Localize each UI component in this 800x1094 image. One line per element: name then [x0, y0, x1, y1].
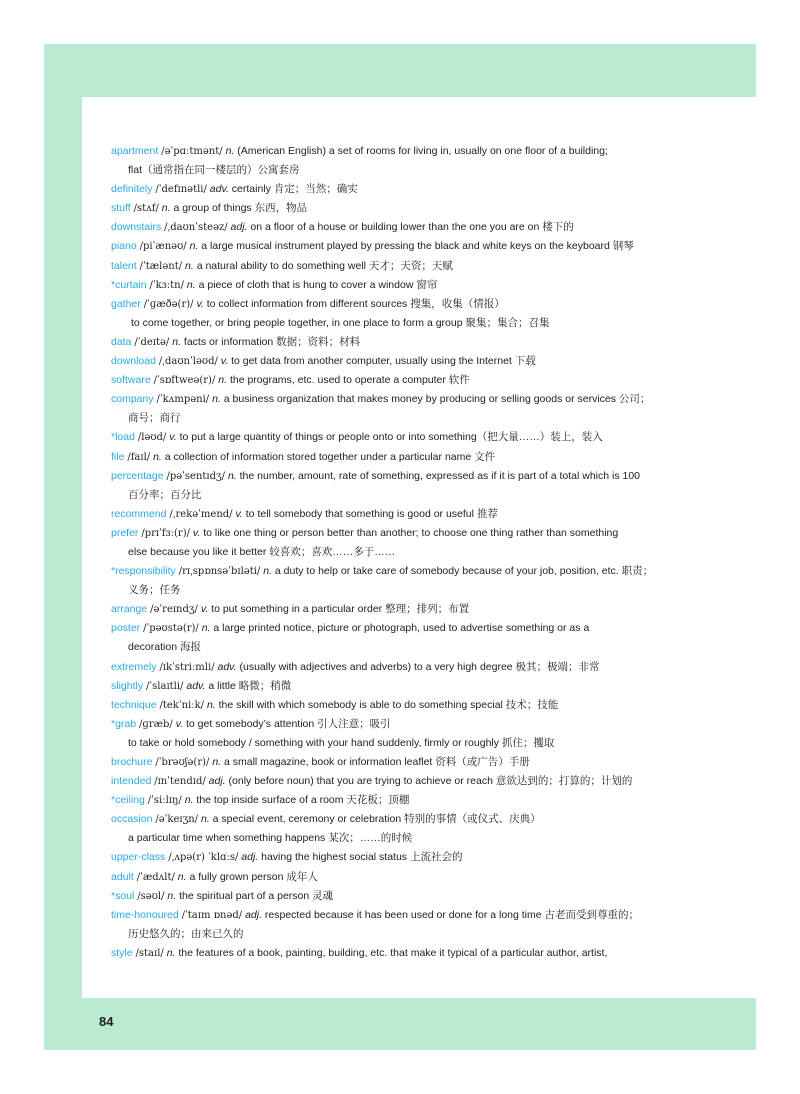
part-of-speech: n. — [189, 240, 199, 253]
headword: piano — [111, 240, 137, 253]
part-of-speech: n. — [166, 946, 176, 959]
vocab-entry — [111, 944, 711, 963]
headword: stuff — [111, 202, 131, 215]
phonetic: /ˌdaʊnˈləʊd/ — [158, 356, 218, 368]
vocab-entry — [111, 448, 711, 467]
definition-continuation: flat（通常指在同一楼层的）公寓套房 — [128, 164, 300, 177]
vocab-entry — [111, 658, 711, 677]
part-of-speech: v. — [200, 603, 209, 616]
phonetic: /ˈsiːlɪŋ/ — [147, 795, 182, 807]
part-of-speech: n. — [177, 870, 187, 883]
part-of-speech: adj. — [241, 851, 259, 864]
part-of-speech: n. — [225, 145, 235, 157]
vocab-entry — [111, 906, 711, 925]
headword: recommend — [111, 507, 167, 520]
headword: *grab — [111, 717, 137, 730]
definition: to put a large quantity of things or people onto or into something（把大量……）装上，装入 — [179, 431, 603, 444]
phonetic: /ˈbrəʊʃə(r)/ — [155, 757, 210, 768]
part-of-speech: n. — [218, 374, 228, 387]
headword: company — [111, 393, 154, 406]
vocab-entry — [111, 753, 711, 772]
headword: *soul — [111, 889, 135, 902]
phonetic: /ˈdeɪtə/ — [134, 336, 170, 348]
vocab-entry — [111, 199, 711, 218]
vocab-entry — [111, 237, 711, 256]
definition: the number, amount, rate of something, expressed as if it is part of a total which is 100 — [239, 469, 641, 482]
definition: (usually with adjectives and adverbs) to a very high degree 极其；极端；非常 — [239, 660, 600, 673]
definition: a duty to help or take care of somebody because of your job, position, etc. 职责； — [274, 565, 654, 578]
phonetic: /ˈkɜːtn/ — [149, 279, 184, 291]
phonetic: /prɪˈfɜː(r)/ — [141, 527, 190, 539]
headword: software — [111, 374, 151, 387]
definition: to put something in a particular order 整理；排列；布置 — [211, 603, 470, 616]
headword: *curtain — [111, 278, 147, 291]
headword: *ceiling — [111, 794, 145, 807]
part-of-speech: v. — [196, 297, 204, 310]
vocab-entry — [111, 524, 711, 543]
vocab-entry — [111, 791, 711, 810]
phonetic: /rɪˌspɒnsəˈbɪləti/ — [178, 566, 261, 578]
definition: having the highest social status 上流社会的 — [261, 851, 463, 864]
definition: a special event, ceremony or celebration 特别的事情（或仪式、庆典） — [212, 813, 541, 826]
headword: file — [111, 450, 125, 463]
definition-continuation: a particular time when something happens 某次；……的时候 — [128, 832, 413, 845]
headword: slightly — [111, 679, 144, 692]
definition: a little 略微；稍微 — [208, 679, 292, 692]
definition: to like one thing or person better than another; to choose one thing rather than something — [203, 526, 619, 539]
phonetic: /tekˈniːk/ — [159, 699, 205, 711]
part-of-speech: n. — [206, 698, 216, 711]
vocab-entry — [111, 505, 711, 524]
definition: the skill with which somebody is able to do something special 技术；技能 — [218, 698, 559, 711]
headword: talent — [111, 259, 137, 272]
phonetic: /ˈslaɪtli/ — [146, 680, 184, 692]
phonetic: /stʌf/ — [133, 203, 159, 215]
headword: arrange — [111, 603, 148, 616]
definition: a large musical instrument played by pressing the black and white keys on the keyboard 钢琴 — [201, 240, 634, 253]
definition: the programs, etc. used to operate a computer 软件 — [229, 374, 470, 387]
part-of-speech: adj. — [245, 908, 262, 921]
headword: time-honoured — [111, 908, 179, 921]
phonetic: /ˈtaɪm ɒnəd/ — [181, 909, 243, 921]
phonetic: /pəˈsentɪdʒ/ — [166, 470, 226, 482]
phonetic: /ɪkˈstriːmli/ — [159, 661, 215, 673]
definition-continuation: 商号；商行 — [128, 412, 181, 425]
vocabulary-list — [111, 142, 711, 963]
part-of-speech: n. — [185, 259, 194, 272]
headword: downstairs — [111, 221, 162, 234]
definition-continuation: decoration 海报 — [128, 641, 201, 654]
definition: a piece of cloth that is hung to cover a window 窗帘 — [198, 278, 438, 291]
definition-continuation: 历史悠久的；由来已久的 — [128, 927, 244, 940]
definition: the spiritual part of a person 灵魂 — [179, 889, 334, 902]
definition-continuation: to take or hold somebody / something with your hand suddenly, firmly or roughly 抓住；攫取 — [128, 736, 555, 749]
part-of-speech: adv. — [209, 183, 229, 196]
phonetic: /ˌdaʊnˈsteəz/ — [164, 222, 228, 234]
vocab-entry — [111, 677, 711, 696]
part-of-speech: n. — [167, 889, 177, 902]
part-of-speech: n. — [153, 450, 162, 463]
phonetic: /ˈædʌlt/ — [136, 871, 175, 883]
vocab-entry — [111, 562, 711, 581]
part-of-speech: n. — [227, 469, 237, 482]
part-of-speech: n. — [186, 278, 196, 291]
part-of-speech: adv. — [186, 679, 206, 692]
part-of-speech: v. — [192, 526, 201, 539]
phonetic: /ˈkʌmpəni/ — [156, 394, 210, 406]
vocab-entry — [111, 600, 711, 619]
phonetic: /faɪl/ — [127, 451, 151, 463]
phonetic: /ˈsɒftweə(r)/ — [153, 375, 216, 387]
phonetic: /əˈreɪndʒ/ — [150, 604, 198, 616]
headword: gather — [111, 297, 141, 310]
part-of-speech: adj. — [208, 775, 226, 788]
definition: a large printed notice, picture or photograph, used to advertise something or as a — [213, 622, 590, 635]
phonetic: /əˈkeɪʒn/ — [155, 814, 199, 826]
phonetic: /ˈɡæðə(r)/ — [143, 298, 194, 310]
definition: to get data from another computer, usually using the Internet 下载 — [231, 355, 536, 368]
definition: to get somebody’s attention 引人注意；吸引 — [186, 717, 391, 730]
part-of-speech: n. — [161, 202, 171, 215]
part-of-speech: n. — [201, 622, 211, 635]
phonetic: /ləʊd/ — [137, 432, 167, 444]
part-of-speech: n. — [200, 813, 210, 826]
headword: definitely — [111, 183, 153, 196]
headword: intended — [111, 775, 152, 788]
part-of-speech: n. — [212, 756, 222, 768]
part-of-speech: n. — [184, 794, 194, 807]
vocab-entry — [111, 868, 711, 887]
vocab-entry — [111, 218, 711, 237]
definition: to tell somebody that something is good or useful 推荐 — [245, 507, 498, 520]
phonetic: /ɪnˈtendɪd/ — [154, 776, 206, 788]
definition: a natural ability to do something well 天才；天资；天赋 — [196, 259, 453, 272]
vocab-entry — [111, 619, 711, 638]
phonetic: /səʊl/ — [137, 890, 165, 902]
headword: upper-class — [111, 851, 166, 864]
headword: prefer — [111, 526, 139, 539]
definition: a fully grown person 成年人 — [189, 870, 318, 883]
vocab-entry — [111, 715, 711, 734]
vocab-entry — [111, 887, 711, 906]
phonetic: /ˌrekəˈmend/ — [169, 508, 233, 520]
page-number: 84 — [99, 1014, 114, 1029]
vocab-entry — [111, 390, 711, 409]
vocab-entry — [111, 180, 711, 199]
headword: data — [111, 335, 132, 348]
definition: respected because it has been used or done for a long time 古老而受到尊重的； — [264, 908, 640, 921]
part-of-speech: adv. — [217, 660, 237, 673]
part-of-speech: n. — [172, 335, 181, 348]
phonetic: /əˈpɑːtmənt/ — [161, 146, 223, 157]
headword: *responsibility — [111, 565, 176, 578]
definition-continuation: 百分率；百分比 — [128, 488, 202, 501]
vocab-entry — [111, 848, 711, 867]
definition-continuation: 义务；任务 — [128, 584, 181, 597]
phonetic: /ˈpəʊstə(r)/ — [143, 623, 199, 635]
definition: a business organization that makes money by producing or selling goods or services 公司； — [223, 393, 651, 406]
vocab-entry — [111, 428, 711, 447]
headword: extremely — [111, 660, 157, 673]
vocab-entry — [111, 810, 711, 829]
part-of-speech: v. — [175, 717, 184, 730]
phonetic: /ˈtælənt/ — [139, 260, 183, 272]
definition: a small magazine, book or information leaflet 资料（或广告）手册 — [224, 756, 530, 768]
headword: download — [111, 355, 156, 368]
vocab-entry — [111, 276, 711, 295]
definition-continuation: else because you like it better 较喜欢；喜欢……多于…… — [128, 545, 396, 558]
definition: the top inside surface of a room 天花板；顶棚 — [196, 794, 410, 807]
headword: poster — [111, 622, 141, 635]
headword: occasion — [111, 813, 153, 826]
headword: *load — [111, 431, 135, 444]
definition: a group of things 东西，物品 — [173, 202, 308, 215]
headword: apartment — [111, 145, 159, 157]
part-of-speech: adj. — [230, 221, 248, 234]
vocab-entry — [111, 772, 711, 791]
part-of-speech: v. — [235, 507, 243, 520]
part-of-speech: n. — [263, 565, 272, 578]
vocab-entry — [111, 371, 711, 390]
definition: (only before noun) that you are trying to achieve or reach 意欲达到的；打算的；计划的 — [228, 775, 633, 788]
part-of-speech: v. — [220, 355, 229, 368]
phonetic: /staɪl/ — [135, 947, 164, 959]
phonetic: /ˌʌpə(r) ˈklɑːs/ — [168, 852, 239, 864]
vocab-entry — [111, 257, 711, 276]
definition: the features of a book, painting, building, etc. that make it typical of a particular author, artist, — [178, 946, 608, 959]
headword: technique — [111, 698, 157, 711]
vocab-entry — [111, 467, 711, 486]
vocab-entry — [111, 333, 711, 352]
headword: adult — [111, 870, 134, 883]
vocab-entry — [111, 142, 711, 161]
vocab-entry — [111, 352, 711, 371]
phonetic: /ɡræb/ — [139, 718, 173, 730]
definition-continuation: to come together, or bring people together, in one place to form a group 聚集；集合；召集 — [131, 316, 550, 329]
vocab-entry — [111, 295, 711, 314]
definition: (American English) a set of rooms for living in, usually on one floor of a building; — [237, 145, 608, 157]
definition: on a floor of a house or building lower than the one you are on 楼下的 — [250, 221, 574, 234]
definition: a collection of information stored together under a particular name 文件 — [164, 450, 496, 463]
headword: percentage — [111, 469, 164, 482]
part-of-speech: v. — [169, 431, 177, 444]
definition: certainly 肯定；当然；确实 — [231, 183, 358, 196]
headword: style — [111, 946, 133, 959]
phonetic: /ˈdefɪnətli/ — [155, 184, 207, 196]
part-of-speech: n. — [212, 393, 221, 406]
definition: facts or information 数据；资料；材料 — [183, 335, 361, 348]
vocab-entry — [111, 696, 711, 715]
definition: to collect information from different sources 搜集，收集（情报） — [206, 297, 505, 310]
headword: brochure — [111, 756, 153, 768]
phonetic: /piˈænəʊ/ — [139, 241, 187, 253]
